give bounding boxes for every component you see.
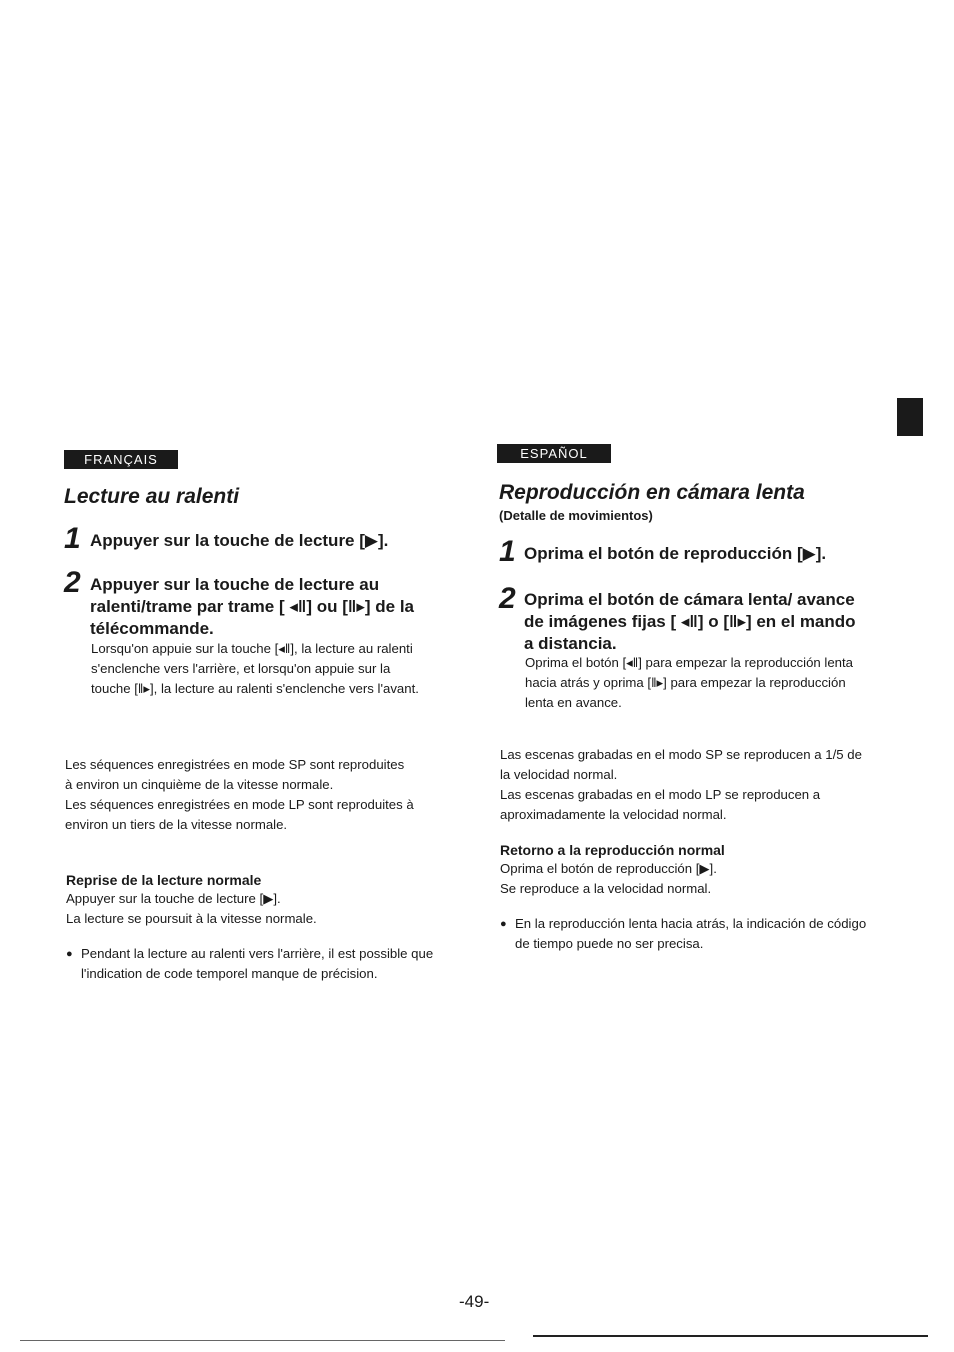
step-number-1-spanish: 1 [499,535,516,568]
note-sp-french: Les séquences enregistrées en mode SP sont reproduites à environ un cinquième de la vitesse normale. [65,757,405,792]
language-badge-spanish: ESPAÑOL [497,444,611,463]
language-badge-french: FRANÇAIS [64,450,178,469]
step-number-1-french: 1 [64,522,81,555]
footer-rule-left [20,1340,505,1341]
note-sp-spanish: Las escenas grabadas en el modo SP se reproducen a 1/5 de la velocidad normal. [500,747,862,782]
resume-line-1-french: Appuyer sur la touche de lecture [▶]. [66,891,281,906]
resume-body-spanish [500,859,860,899]
step-2-body-french: Lorsqu'on appuie sur la touche [◂‖], la lecture au ralenti s'enclenche vers l'arrière, et lorsqu'on appuie sur la touche [‖▸], la lecture au ralenti s'enclenche vers l'avant. [91,641,419,696]
step-1-text-french: Appuyer sur la touche de lecture [▶]. [90,531,389,550]
resume-body-french [66,889,426,929]
note-lp-spanish: Las escenas grabadas en el modo LP se reproducen a aproximadamente la velocidad normal. [500,787,821,822]
page-number: -49- [459,1292,490,1311]
speed-notes-french [65,755,415,835]
step-2-text-spanish: Oprima el botón de cámara lenta/ avance de imágenes fijas [ ◂‖] o [‖▸] en el mando a distancia. [524,590,856,653]
resume-line-2-spanish: Se reproduce a la velocidad normal. [500,881,712,896]
bullet-note-spanish [500,914,870,954]
footer-rule-right [533,1335,928,1337]
resume-heading-french: Reprise de la lecture normale [66,872,262,888]
bullet-icon: ● [66,948,73,960]
bullet-note-french [66,944,440,984]
step-1-text-spanish: Oprima el botón de reproducción [▶]. [524,544,827,563]
step-2-body-spanish: Oprima el botón [◂‖] para empezar la reproducción lenta hacia atrás y oprima [‖▸] para empezar la reproducción lenta en avance. [525,655,854,710]
page-title-french: Lecture au ralenti [64,485,240,508]
bullet-text-spanish: En la reproducción lenta hacia atrás, la indicación de código de tiempo puede no ser precisa. [515,916,867,951]
bullet-text-french: Pendant la lecture au ralenti vers l'arrière, il est possible que l'indication de code temporel manque de précision. [81,946,434,981]
resume-heading-spanish: Retorno a la reproducción normal [500,842,725,858]
step-number-2-spanish: 2 [499,582,516,615]
page-subtitle-spanish: (Detalle de movimientos) [499,508,653,523]
speed-notes-spanish [500,745,866,825]
section-tab-marker [897,398,923,436]
page-title-spanish: Reproducción en cámara lenta [499,481,805,504]
note-lp-french: Les séquences enregistrées en mode LP sont reproduites à environ un tiers de la vitesse normale. [65,797,414,832]
resume-line-2-french: La lecture se poursuit à la vitesse normale. [66,911,317,926]
bullet-icon: ● [500,918,507,930]
step-2-text-french: Appuyer sur la touche de lecture au ralenti/trame par trame [ ◂‖] ou [‖▸] de la télécommande. [90,575,414,638]
resume-line-1-spanish: Oprima el botón de reproducción [▶]. [500,861,717,876]
step-number-2-french: 2 [64,566,81,599]
